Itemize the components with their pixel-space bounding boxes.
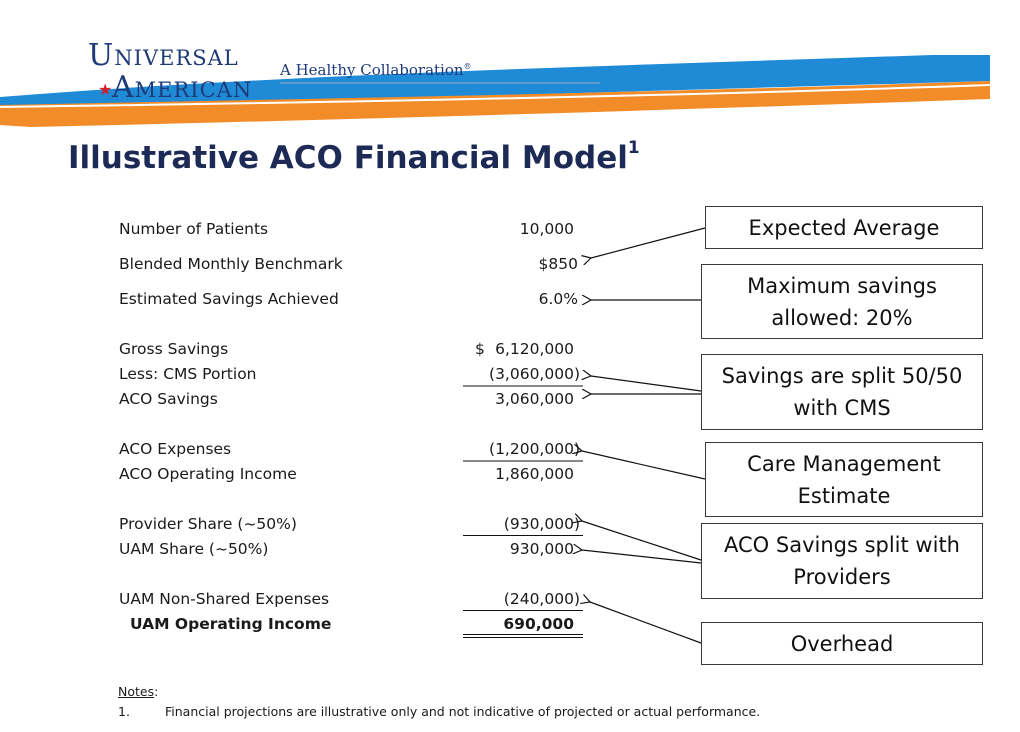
row-label-uam-non-shared: UAM Non-Shared Expenses [119,590,330,608]
arrow-care-management [582,451,705,479]
row-label-benchmark: Blended Monthly Benchmark [119,255,343,273]
page-title: Illustrative ACO Financial Model$^1$ [68,138,640,176]
note-text: Financial projections are illustrative only and not indicative of projected or actual performance. [165,704,761,719]
tagline: A Healthy Collaboration® [280,61,472,79]
row-value-uam-share: 930,000 [509,540,574,558]
callout-overhead: Overhead [701,622,983,665]
logo-universal: Universal [88,38,239,73]
row-value-savings-achieved: 6.0% [538,290,578,308]
row-value-benchmark: $850 [538,255,578,273]
row-value-aco-operating-income: 1,860,000 [495,465,574,483]
row-value-uam-non-shared: (240,000) [503,590,580,608]
note-number: 1. [118,704,130,719]
row-label-cms-portion: Less: CMS Portion [119,365,257,383]
row-label-gross-savings: Gross Savings [119,340,229,358]
arrow-expected-average [591,228,705,258]
row-currency-gross-savings: $ [475,340,485,358]
row-value-aco-expenses: (1,200,000) [489,440,580,458]
logo-american: ★ American [98,70,253,105]
callout-split-with-cms: Savings are split 50/50 with CMS [701,354,983,430]
row-label-uam-share: UAM Share (~50%) [119,540,269,558]
row-label-patients: Number of Patients [119,220,269,238]
row-value-cms-portion: (3,060,000) [489,365,580,383]
row-label-aco-expenses: ACO Expenses [119,440,232,458]
notes-heading: Notes: [118,684,159,699]
row-label-provider-share: Provider Share (~50%) [119,515,297,533]
row-value-aco-savings: 3,060,000 [495,390,574,408]
row-value-provider-share: (930,000) [503,515,580,533]
callout-split-with-providers: ACO Savings split with Providers [701,523,983,599]
arrow-overhead [590,602,701,643]
arrow-uam-share [582,550,701,563]
row-label-savings-achieved: Estimated Savings Achieved [119,290,339,308]
row-value-gross-savings: 6,120,000 [495,340,574,358]
row-value-patients: 10,000 [519,220,574,238]
row-label-aco-savings: ACO Savings [119,390,218,408]
callout-maximum-savings: Maximum savings allowed: 20% [701,264,983,339]
arrow-cms-portion [591,376,701,391]
row-label-aco-operating-income: ACO Operating Income [119,465,297,483]
row-value-uam-operating-income: 690,000 [503,615,574,633]
star-icon: ★ [98,80,114,99]
arrow-provider-share [582,521,701,560]
callout-expected-average: Expected Average [705,206,983,249]
callout-care-management: Care Management Estimate [705,442,983,517]
row-label-uam-operating-income: UAM Operating Income [130,615,332,633]
